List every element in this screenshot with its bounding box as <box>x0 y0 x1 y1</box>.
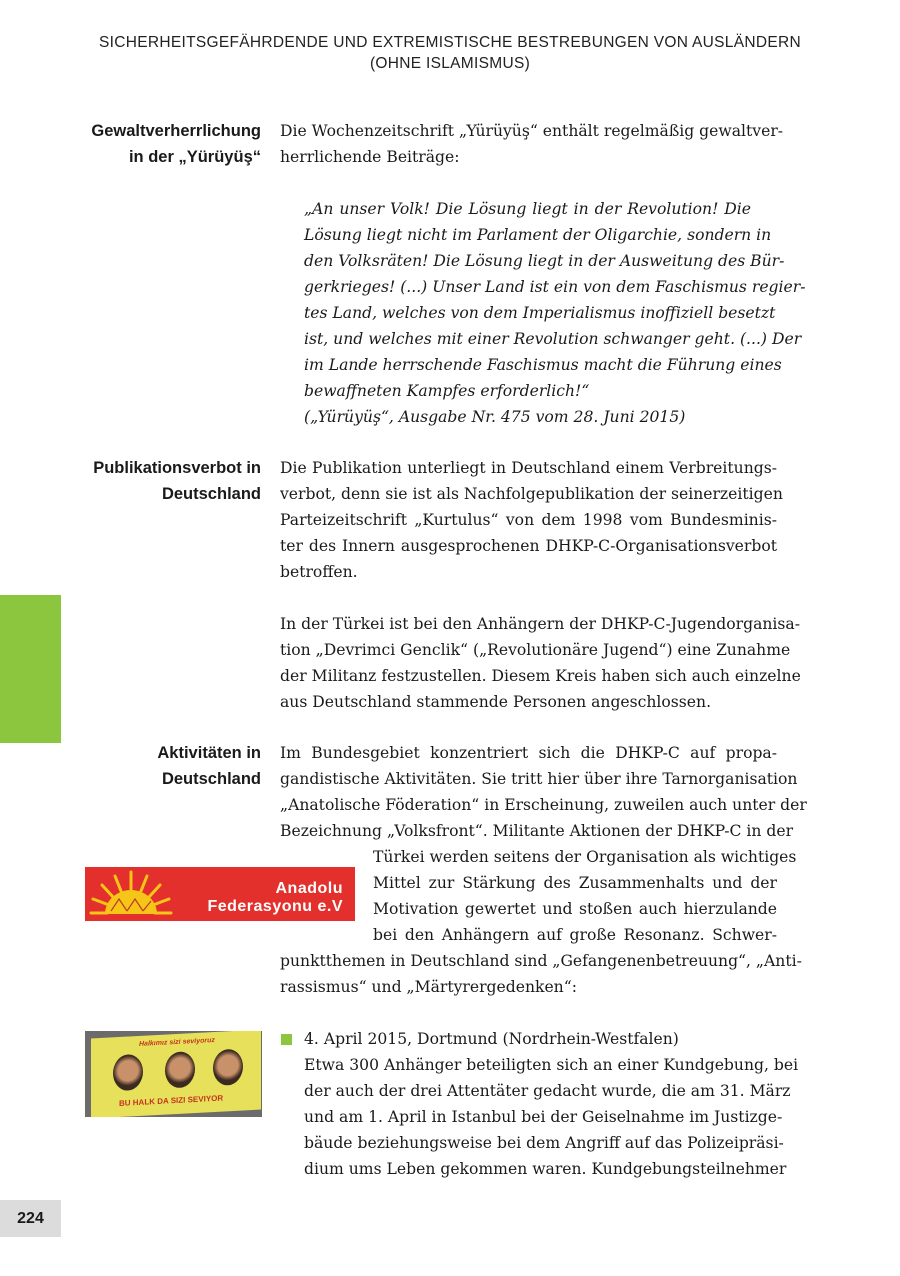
paragraph-publikationsverbot <box>280 455 783 585</box>
heading-line: Publikationsverbot in <box>93 459 261 477</box>
text-line: „Anatolische Föderation“ in Erscheinung, zuweilen auch unter der <box>280 796 807 814</box>
text-line: ist, und welches mit einer Revolution schwanger geht. (...) Der <box>304 330 802 348</box>
text-line: bewaffneten Kampfes erforderlich!“ <box>304 382 590 400</box>
text-line: In der Türkei ist bei den Anhängern der DHKP-C-Jugendorganisa- <box>280 615 800 633</box>
text-line: aus Deutschland stammende Personen angeschlossen. <box>280 693 712 711</box>
text-line: Motivation gewertet und stoßen auch hierzulande <box>373 900 777 918</box>
chapter-tab-marker <box>0 595 61 743</box>
heading-line: in der „Yürüyüş“ <box>128 148 261 166</box>
text-line: dium ums Leben gekommen waren. Kundgebungsteilnehmer <box>304 1160 787 1178</box>
text-line: der Militanz festzustellen. Diesem Kreis haben sich auch einzelne <box>280 667 801 685</box>
text-line: bäude beziehungsweise bei dem Angriff auf das Polizeipräsi- <box>304 1134 784 1152</box>
text-line: den Volksräten! Die Lösung liegt in der Ausweitung des Bür- <box>304 252 785 270</box>
running-header: SICHERHEITSGEFÄHRDENDE UND EXTREMISTISCHE BESTREBUNGEN VON AUSLÄNDERN <box>99 34 801 51</box>
bullet-body <box>304 1052 799 1182</box>
text-line: herrlichende Beiträge: <box>280 148 460 166</box>
running-header-sub: (OHNE ISLAMISMUS) <box>369 55 531 72</box>
paragraph-aktivitaeten-a <box>280 740 807 844</box>
text-line: Lösung liegt nicht im Parlament der Oligarchie, sondern in <box>304 226 772 244</box>
portrait <box>213 1048 243 1086</box>
text-line: tes Land, welches von dem Imperialismus inoffiziell besetzt <box>304 304 776 322</box>
text-line: („Yürüyüş“, Ausgabe Nr. 475 vom 28. Juni 2015) <box>304 408 686 426</box>
portrait <box>165 1051 195 1089</box>
text-line: ter des Innern ausgesprochenen DHKP-C-Organisationsverbot <box>280 537 777 555</box>
heading-line: Gewaltverherrlichung <box>91 122 261 140</box>
text-line: Im Bundesgebiet konzentriert sich die DHKP-C auf propa- <box>280 744 777 762</box>
text-line: tion „Devrimci Genclik“ („Revolutionäre Jugend“) eine Zunahme <box>280 641 791 659</box>
bullet-item <box>304 1026 799 1182</box>
text-line: gandistische Aktivitäten. Sie tritt hier über ihre Tarnorganisation <box>280 770 798 788</box>
portrait <box>113 1054 143 1092</box>
text-line: „An unser Volk! Die Lösung liegt in der Revolution! Die <box>304 200 751 218</box>
text-line: und am 1. April in Istanbul bei der Geiselnahme im Justizge- <box>304 1108 783 1126</box>
page-number: 224 <box>0 1200 61 1237</box>
text-line: betroffen. <box>280 563 358 581</box>
text-line: gerkrieges! (...) Unser Land ist ein von dem Faschismus regier- <box>304 278 806 296</box>
margin-heading-publikationsverbot <box>93 455 261 507</box>
banner-text-top: Halkımız sizi seviyoruz <box>139 1036 215 1048</box>
margin-heading-gewaltverherrlichung <box>91 118 261 170</box>
margin-heading-aktivitaeten <box>157 740 261 792</box>
sun-emblem-icon <box>85 867 175 921</box>
text-line: Die Wochenzeitschrift „Yürüyüş“ enthält regelmäßig gewaltver- <box>280 122 784 140</box>
text-line: Etwa 300 Anhänger beteiligten sich an einer Kundgebung, bei <box>304 1056 799 1074</box>
paragraph-intro <box>280 118 784 170</box>
text-line: Bezeichnung „Volksfront“. Militante Aktionen der DHKP-C in der <box>280 822 794 840</box>
text-line: Türkei werden seitens der Organisation als wichtiges <box>373 848 797 866</box>
bullet-square-icon <box>281 1034 292 1045</box>
paragraph-aktivitaeten-c <box>280 948 802 1000</box>
text-line: Die Publikation unterliegt in Deutschland einem Verbreitungs- <box>280 459 777 477</box>
text-line: punktthemen in Deutschland sind „Gefangenenbetreuung“, „Anti- <box>280 952 802 970</box>
text-line: rassismus“ und „Märtyrergedenken“: <box>280 978 577 996</box>
block-quote <box>304 196 806 430</box>
text-line: der auch der drei Attentäter gedacht wurde, die am 31. März <box>304 1082 791 1100</box>
text-line: bei den Anhängern auf große Resonanz. Schwer- <box>373 926 777 944</box>
logo-text-line1: Anadolu <box>275 880 343 897</box>
text-line: Parteizeitschrift „Kurtulus“ von dem 1998 vom Bundesminis- <box>280 511 777 529</box>
rally-banner-photo <box>85 1031 262 1117</box>
heading-line: Deutschland <box>161 770 261 788</box>
text-line: verbot, denn sie ist als Nachfolgepublikation der seinerzeitigen <box>280 485 783 503</box>
anadolu-federasyonu-logo <box>85 867 355 921</box>
text-line: im Lande herrschende Faschismus macht die Führung eines <box>304 356 782 374</box>
heading-line: Aktivitäten in <box>157 744 261 762</box>
text-line: Mittel zur Stärkung des Zusammenhalts und der <box>373 874 777 892</box>
banner <box>91 1031 261 1117</box>
paragraph-aktivitaeten-b <box>373 844 797 948</box>
heading-line: Deutschland <box>161 485 261 503</box>
bullet-title: 4. April 2015, Dortmund (Nordrhein-Westfalen) <box>304 1030 679 1048</box>
paragraph-tuerkei <box>280 611 801 715</box>
logo-text-line2: Federasyonu e.V <box>207 898 343 915</box>
banner-text-bottom: BU HALK DA SIZI SEVIYOR <box>119 1093 224 1108</box>
